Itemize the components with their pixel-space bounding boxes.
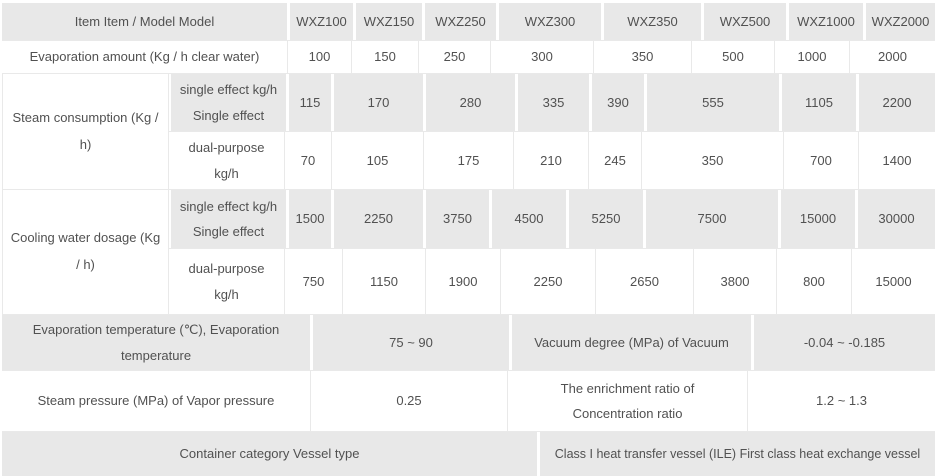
header-cell-wxz350: WXZ350 (604, 3, 701, 40)
header-cell-wxz2000: WXZ2000 (866, 3, 935, 40)
temperature-vacuum-row (2, 315, 935, 370)
steam-dual-value: 175 (424, 132, 513, 189)
steam-single-value: 115 (289, 74, 331, 131)
header-cell-wxz100: WXZ100 (290, 3, 353, 40)
steam-label (2, 74, 169, 190)
cooling-dual-value: 2250 (501, 249, 595, 314)
steam-single-label-text: single effect kg/h Single effect (179, 82, 278, 123)
steam-single-value: 170 (334, 74, 423, 131)
cooling-single-value: 3750 (426, 190, 489, 248)
enrichment-label-text: The enrichment ratio of Concentration ratio (560, 380, 695, 421)
cooling-single-value: 4500 (492, 190, 566, 248)
evap-temp-label-text: Evaporation temperature (℃), Evaporation temperature (32, 322, 280, 363)
cooling-dual-row (169, 248, 935, 315)
container-value: Class I heat transfer vessel (ILE) First class heat exchange vessel (540, 432, 935, 476)
steam-dual-value: 245 (589, 132, 641, 189)
container-label: Container category Vessel type (2, 432, 537, 476)
evaporation-value: 100 (288, 41, 351, 73)
steam-dual-value: 700 (784, 132, 858, 189)
steam-dual-label-text: dual-purpose kg/h (188, 140, 265, 181)
evap-temp-value: 75 ~ 90 (313, 315, 509, 370)
evaporation-value: 2000 (850, 41, 935, 73)
vacuum-value: -0.04 ~ -0.185 (754, 315, 935, 370)
steam-pressure-value: 0.25 (311, 371, 507, 431)
enrichment-value: 1.2 ~ 1.3 (748, 371, 935, 431)
cooling-single-label (171, 190, 286, 248)
evaporation-value: 300 (491, 41, 593, 73)
cooling-dual-value: 1900 (426, 249, 500, 314)
steam-single-label (171, 74, 286, 131)
cooling-dual-value: 800 (777, 249, 851, 314)
evaporation-value: 350 (594, 41, 691, 73)
cooling-dual-label (169, 249, 284, 314)
steam-dual-value: 105 (332, 132, 423, 189)
steam-single-value: 2200 (859, 74, 935, 131)
vacuum-label: Vacuum degree (MPa) of Vacuum (512, 315, 751, 370)
cooling-single-value: 7500 (646, 190, 778, 248)
steam-block (2, 74, 935, 190)
container-row (2, 432, 935, 476)
steam-single-value: 335 (518, 74, 589, 131)
header-cell-wxz250: WXZ250 (425, 3, 496, 40)
evaporation-row (2, 40, 935, 74)
evaporation-value: 150 (352, 41, 418, 73)
pressure-enrichment-row (2, 370, 935, 432)
header-row (2, 3, 935, 40)
steam-pressure-label: Steam pressure (MPa) of Vapor pressure (2, 371, 310, 431)
cooling-dual-value: 15000 (852, 249, 935, 314)
cooling-dual-label-text: dual-purpose kg/h (188, 261, 265, 302)
header-cell-wxz150: WXZ150 (356, 3, 422, 40)
steam-single-value: 390 (592, 74, 644, 131)
steam-dual-value: 210 (514, 132, 588, 189)
cooling-single-row (169, 190, 935, 248)
evaporation-value: 250 (419, 41, 490, 73)
steam-subcolumn (169, 74, 935, 190)
cooling-label-text: Cooling water dosage (Kg / h) (10, 230, 161, 272)
cooling-single-value: 30000 (858, 190, 935, 248)
evaporation-label: Evaporation amount (Kg / h clear water) (2, 41, 287, 73)
evaporation-value: 500 (692, 41, 774, 73)
cooling-dual-value: 1150 (343, 249, 425, 314)
cooling-single-value: 5250 (569, 190, 643, 248)
evap-temp-label (2, 315, 310, 370)
cooling-label (2, 190, 169, 315)
header-cell-wxz300: WXZ300 (499, 3, 601, 40)
cooling-subcolumn (169, 190, 935, 315)
cooling-dual-value: 750 (285, 249, 342, 314)
header-cell-wxz1000: WXZ1000 (789, 3, 863, 40)
steam-single-value: 280 (426, 74, 515, 131)
cooling-dual-value: 3800 (694, 249, 776, 314)
steam-dual-value: 350 (642, 132, 783, 189)
steam-single-value: 555 (647, 74, 779, 131)
steam-dual-value: 70 (285, 132, 331, 189)
steam-dual-value: 1400 (859, 132, 935, 189)
evaporation-value: 1000 (775, 41, 849, 73)
enrichment-label (508, 371, 747, 431)
steam-single-value: 1105 (782, 74, 856, 131)
cooling-single-value: 1500 (289, 190, 331, 248)
header-cell-item-model: Item Item / Model Model (2, 3, 287, 40)
steam-single-row (169, 74, 935, 131)
cooling-dual-value: 2650 (596, 249, 693, 314)
steam-label-text: Steam consumption (Kg / h) (12, 109, 159, 152)
cooling-single-label-text: single effect kg/h Single effect (179, 198, 278, 239)
cooling-single-value: 2250 (334, 190, 423, 248)
cooling-single-value: 15000 (781, 190, 855, 248)
header-cell-wxz500: WXZ500 (704, 3, 786, 40)
cooling-block (2, 190, 935, 315)
steam-dual-row (169, 131, 935, 190)
steam-dual-label (169, 132, 284, 189)
